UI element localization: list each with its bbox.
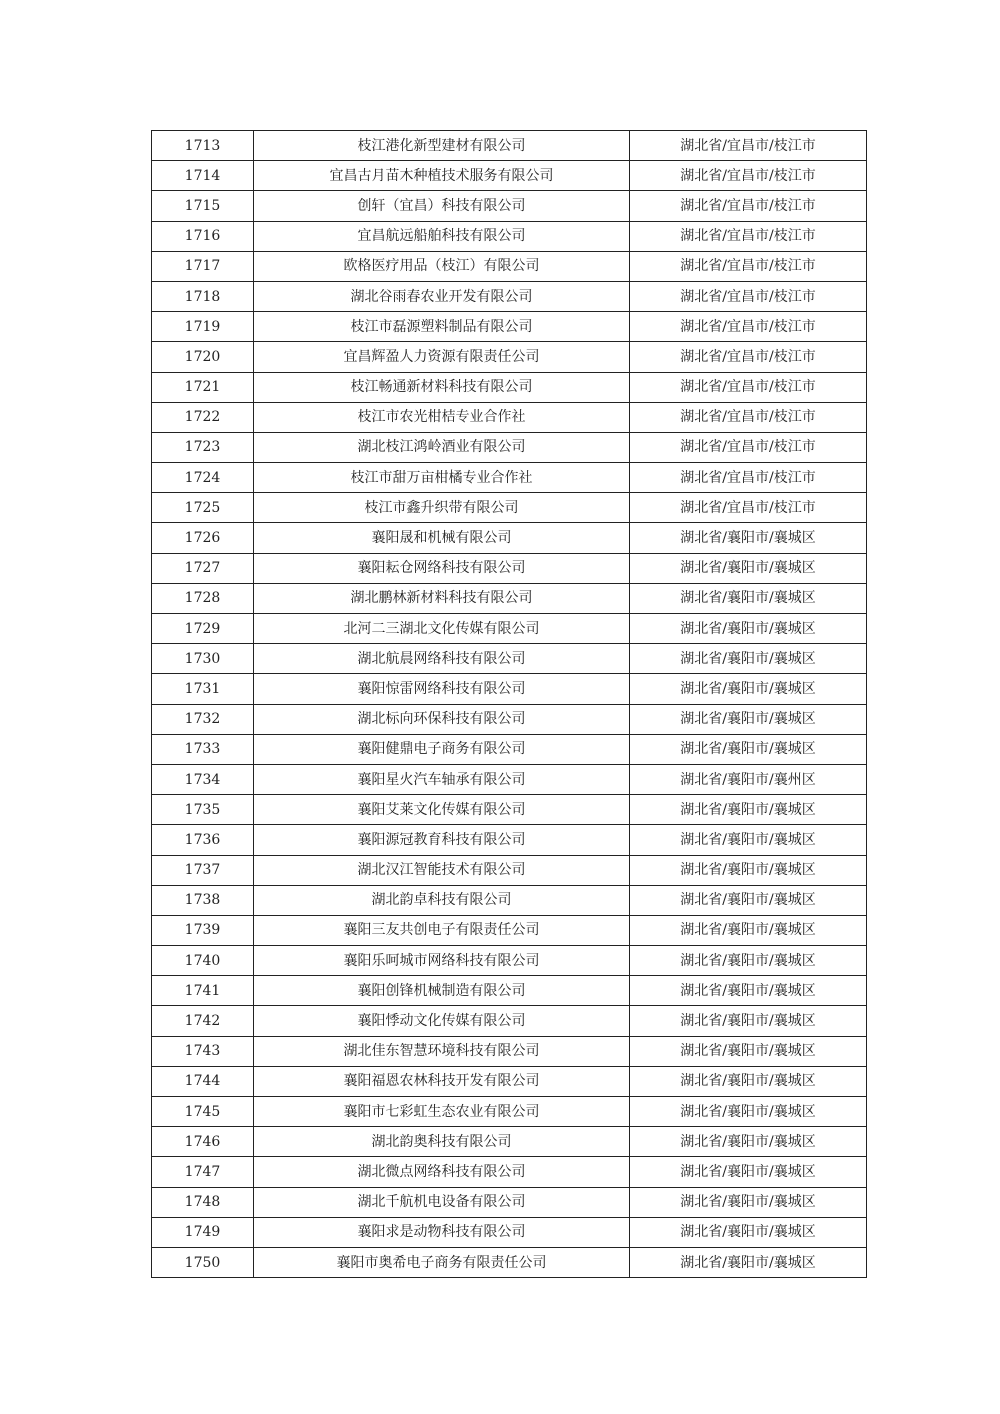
table-row bbox=[152, 976, 867, 1006]
region-cell: 湖北省/襄阳市/襄城区 bbox=[630, 915, 867, 945]
row-number-cell: 1725 bbox=[152, 493, 254, 523]
table-row bbox=[152, 1217, 867, 1247]
region-cell: 湖北省/宜昌市/枝江市 bbox=[630, 161, 867, 191]
table-row bbox=[152, 734, 867, 764]
table-row bbox=[152, 825, 867, 855]
company-name-cell: 湖北汉江智能技术有限公司 bbox=[254, 855, 630, 885]
table-row bbox=[152, 583, 867, 613]
row-number-cell: 1728 bbox=[152, 583, 254, 613]
region-cell: 湖北省/宜昌市/枝江市 bbox=[630, 432, 867, 462]
table-row bbox=[152, 402, 867, 432]
region-cell: 湖北省/襄阳市/襄城区 bbox=[630, 1157, 867, 1187]
row-number-cell: 1732 bbox=[152, 704, 254, 734]
company-name-cell: 湖北航晨网络科技有限公司 bbox=[254, 644, 630, 674]
row-number-cell: 1719 bbox=[152, 312, 254, 342]
company-name-cell: 湖北标向环保科技有限公司 bbox=[254, 704, 630, 734]
company-name-cell: 襄阳艾莱文化传媒有限公司 bbox=[254, 795, 630, 825]
table-row bbox=[152, 463, 867, 493]
table-row bbox=[152, 1127, 867, 1157]
region-cell: 湖北省/襄阳市/襄城区 bbox=[630, 1247, 867, 1277]
company-name-cell: 枝江市农光柑桔专业合作社 bbox=[254, 402, 630, 432]
region-cell: 湖北省/宜昌市/枝江市 bbox=[630, 463, 867, 493]
company-name-cell: 襄阳求是动物科技有限公司 bbox=[254, 1217, 630, 1247]
region-cell: 湖北省/襄阳市/襄州区 bbox=[630, 764, 867, 794]
row-number-cell: 1747 bbox=[152, 1157, 254, 1187]
company-name-cell: 欧格医疗用品（枝江）有限公司 bbox=[254, 251, 630, 281]
row-number-cell: 1744 bbox=[152, 1066, 254, 1096]
company-name-cell: 襄阳健鼎电子商务有限公司 bbox=[254, 734, 630, 764]
region-cell: 湖北省/宜昌市/枝江市 bbox=[630, 191, 867, 221]
table-row bbox=[152, 281, 867, 311]
region-cell: 湖北省/襄阳市/襄城区 bbox=[630, 1066, 867, 1096]
company-name-cell: 枝江市鑫升织带有限公司 bbox=[254, 493, 630, 523]
table-row bbox=[152, 1036, 867, 1066]
region-cell: 湖北省/襄阳市/襄城区 bbox=[630, 553, 867, 583]
table-row bbox=[152, 1097, 867, 1127]
row-number-cell: 1731 bbox=[152, 674, 254, 704]
row-number-cell: 1726 bbox=[152, 523, 254, 553]
company-name-cell: 湖北鹏林新材料科技有限公司 bbox=[254, 583, 630, 613]
table-row bbox=[152, 946, 867, 976]
row-number-cell: 1741 bbox=[152, 976, 254, 1006]
company-name-cell: 湖北枝江鸿岭酒业有限公司 bbox=[254, 432, 630, 462]
company-name-cell: 创轩（宜昌）科技有限公司 bbox=[254, 191, 630, 221]
row-number-cell: 1750 bbox=[152, 1247, 254, 1277]
row-number-cell: 1713 bbox=[152, 131, 254, 161]
table-row bbox=[152, 161, 867, 191]
company-name-cell: 襄阳晟和机械有限公司 bbox=[254, 523, 630, 553]
table-row bbox=[152, 1247, 867, 1277]
region-cell: 湖北省/宜昌市/枝江市 bbox=[630, 342, 867, 372]
table-row bbox=[152, 131, 867, 161]
row-number-cell: 1748 bbox=[152, 1187, 254, 1217]
region-cell: 湖北省/襄阳市/襄城区 bbox=[630, 1187, 867, 1217]
row-number-cell: 1714 bbox=[152, 161, 254, 191]
row-number-cell: 1749 bbox=[152, 1217, 254, 1247]
region-cell: 湖北省/襄阳市/襄城区 bbox=[630, 1006, 867, 1036]
table-row bbox=[152, 1066, 867, 1096]
table-row bbox=[152, 885, 867, 915]
region-cell: 湖北省/襄阳市/襄城区 bbox=[630, 1217, 867, 1247]
table-row bbox=[152, 674, 867, 704]
company-name-cell: 枝江市磊源塑料制品有限公司 bbox=[254, 312, 630, 342]
row-number-cell: 1715 bbox=[152, 191, 254, 221]
row-number-cell: 1716 bbox=[152, 221, 254, 251]
table-row bbox=[152, 251, 867, 281]
row-number-cell: 1737 bbox=[152, 855, 254, 885]
company-name-cell: 宜昌古月苗木种植技术服务有限公司 bbox=[254, 161, 630, 191]
company-name-cell: 襄阳市奥希电子商务有限责任公司 bbox=[254, 1247, 630, 1277]
region-cell: 湖北省/襄阳市/襄城区 bbox=[630, 1097, 867, 1127]
table-row bbox=[152, 855, 867, 885]
table-row bbox=[152, 523, 867, 553]
region-cell: 湖北省/襄阳市/襄城区 bbox=[630, 644, 867, 674]
region-cell: 湖北省/襄阳市/襄城区 bbox=[630, 734, 867, 764]
company-name-cell: 襄阳悸动文化传媒有限公司 bbox=[254, 1006, 630, 1036]
row-number-cell: 1746 bbox=[152, 1127, 254, 1157]
region-cell: 湖北省/襄阳市/襄城区 bbox=[630, 523, 867, 553]
row-number-cell: 1730 bbox=[152, 644, 254, 674]
table-row bbox=[152, 372, 867, 402]
row-number-cell: 1724 bbox=[152, 463, 254, 493]
row-number-cell: 1739 bbox=[152, 915, 254, 945]
row-number-cell: 1722 bbox=[152, 402, 254, 432]
region-cell: 湖北省/宜昌市/枝江市 bbox=[630, 402, 867, 432]
company-name-cell: 北河二三湖北文化传媒有限公司 bbox=[254, 614, 630, 644]
region-cell: 湖北省/宜昌市/枝江市 bbox=[630, 251, 867, 281]
company-name-cell: 襄阳创锋机械制造有限公司 bbox=[254, 976, 630, 1006]
table-row bbox=[152, 1187, 867, 1217]
table-row bbox=[152, 221, 867, 251]
region-cell: 湖北省/襄阳市/襄城区 bbox=[630, 583, 867, 613]
row-number-cell: 1718 bbox=[152, 281, 254, 311]
company-name-cell: 襄阳惊雷网络科技有限公司 bbox=[254, 674, 630, 704]
company-name-cell: 宜昌辉盈人力资源有限责任公司 bbox=[254, 342, 630, 372]
region-cell: 湖北省/襄阳市/襄城区 bbox=[630, 1036, 867, 1066]
row-number-cell: 1738 bbox=[152, 885, 254, 915]
table-row bbox=[152, 342, 867, 372]
company-list-body bbox=[152, 131, 867, 1278]
row-number-cell: 1727 bbox=[152, 553, 254, 583]
region-cell: 湖北省/襄阳市/襄城区 bbox=[630, 855, 867, 885]
company-name-cell: 枝江市甜万亩柑橘专业合作社 bbox=[254, 463, 630, 493]
table-row bbox=[152, 1006, 867, 1036]
row-number-cell: 1720 bbox=[152, 342, 254, 372]
table-row bbox=[152, 795, 867, 825]
company-name-cell: 湖北韵奥科技有限公司 bbox=[254, 1127, 630, 1157]
row-number-cell: 1742 bbox=[152, 1006, 254, 1036]
table-row bbox=[152, 553, 867, 583]
row-number-cell: 1723 bbox=[152, 432, 254, 462]
region-cell: 湖北省/襄阳市/襄城区 bbox=[630, 885, 867, 915]
company-list-table bbox=[151, 130, 867, 1278]
table-row bbox=[152, 704, 867, 734]
company-name-cell: 湖北千航机电设备有限公司 bbox=[254, 1187, 630, 1217]
row-number-cell: 1735 bbox=[152, 795, 254, 825]
row-number-cell: 1733 bbox=[152, 734, 254, 764]
region-cell: 湖北省/襄阳市/襄城区 bbox=[630, 674, 867, 704]
table-row bbox=[152, 191, 867, 221]
region-cell: 湖北省/宜昌市/枝江市 bbox=[630, 372, 867, 402]
region-cell: 湖北省/襄阳市/襄城区 bbox=[630, 1127, 867, 1157]
region-cell: 湖北省/宜昌市/枝江市 bbox=[630, 493, 867, 523]
company-name-cell: 湖北谷雨春农业开发有限公司 bbox=[254, 281, 630, 311]
row-number-cell: 1721 bbox=[152, 372, 254, 402]
row-number-cell: 1734 bbox=[152, 764, 254, 794]
region-cell: 湖北省/襄阳市/襄城区 bbox=[630, 614, 867, 644]
company-name-cell: 湖北微点网络科技有限公司 bbox=[254, 1157, 630, 1187]
region-cell: 湖北省/襄阳市/襄城区 bbox=[630, 946, 867, 976]
company-name-cell: 宜昌航远船舶科技有限公司 bbox=[254, 221, 630, 251]
region-cell: 湖北省/襄阳市/襄城区 bbox=[630, 704, 867, 734]
company-name-cell: 襄阳耘仓网络科技有限公司 bbox=[254, 553, 630, 583]
row-number-cell: 1717 bbox=[152, 251, 254, 281]
company-name-cell: 襄阳乐呵城市网络科技有限公司 bbox=[254, 946, 630, 976]
region-cell: 湖北省/宜昌市/枝江市 bbox=[630, 312, 867, 342]
company-name-cell: 襄阳星火汽车轴承有限公司 bbox=[254, 764, 630, 794]
company-name-cell: 襄阳市七彩虹生态农业有限公司 bbox=[254, 1097, 630, 1127]
table-row bbox=[152, 493, 867, 523]
table-row bbox=[152, 312, 867, 342]
company-name-cell: 襄阳福恩农林科技开发有限公司 bbox=[254, 1066, 630, 1096]
row-number-cell: 1745 bbox=[152, 1097, 254, 1127]
row-number-cell: 1729 bbox=[152, 614, 254, 644]
table-row bbox=[152, 644, 867, 674]
company-name-cell: 湖北佳东智慧环境科技有限公司 bbox=[254, 1036, 630, 1066]
region-cell: 湖北省/襄阳市/襄城区 bbox=[630, 825, 867, 855]
company-name-cell: 湖北韵卓科技有限公司 bbox=[254, 885, 630, 915]
region-cell: 湖北省/襄阳市/襄城区 bbox=[630, 976, 867, 1006]
region-cell: 湖北省/襄阳市/襄城区 bbox=[630, 795, 867, 825]
region-cell: 湖北省/宜昌市/枝江市 bbox=[630, 221, 867, 251]
company-name-cell: 枝江港化新型建材有限公司 bbox=[254, 131, 630, 161]
table-row bbox=[152, 764, 867, 794]
row-number-cell: 1736 bbox=[152, 825, 254, 855]
table-row bbox=[152, 614, 867, 644]
table-row bbox=[152, 1157, 867, 1187]
table-row bbox=[152, 915, 867, 945]
company-name-cell: 襄阳三友共创电子有限责任公司 bbox=[254, 915, 630, 945]
row-number-cell: 1743 bbox=[152, 1036, 254, 1066]
company-name-cell: 枝江畅通新材料科技有限公司 bbox=[254, 372, 630, 402]
company-name-cell: 襄阳源冠教育科技有限公司 bbox=[254, 825, 630, 855]
region-cell: 湖北省/宜昌市/枝江市 bbox=[630, 281, 867, 311]
table-row bbox=[152, 432, 867, 462]
row-number-cell: 1740 bbox=[152, 946, 254, 976]
region-cell: 湖北省/宜昌市/枝江市 bbox=[630, 131, 867, 161]
